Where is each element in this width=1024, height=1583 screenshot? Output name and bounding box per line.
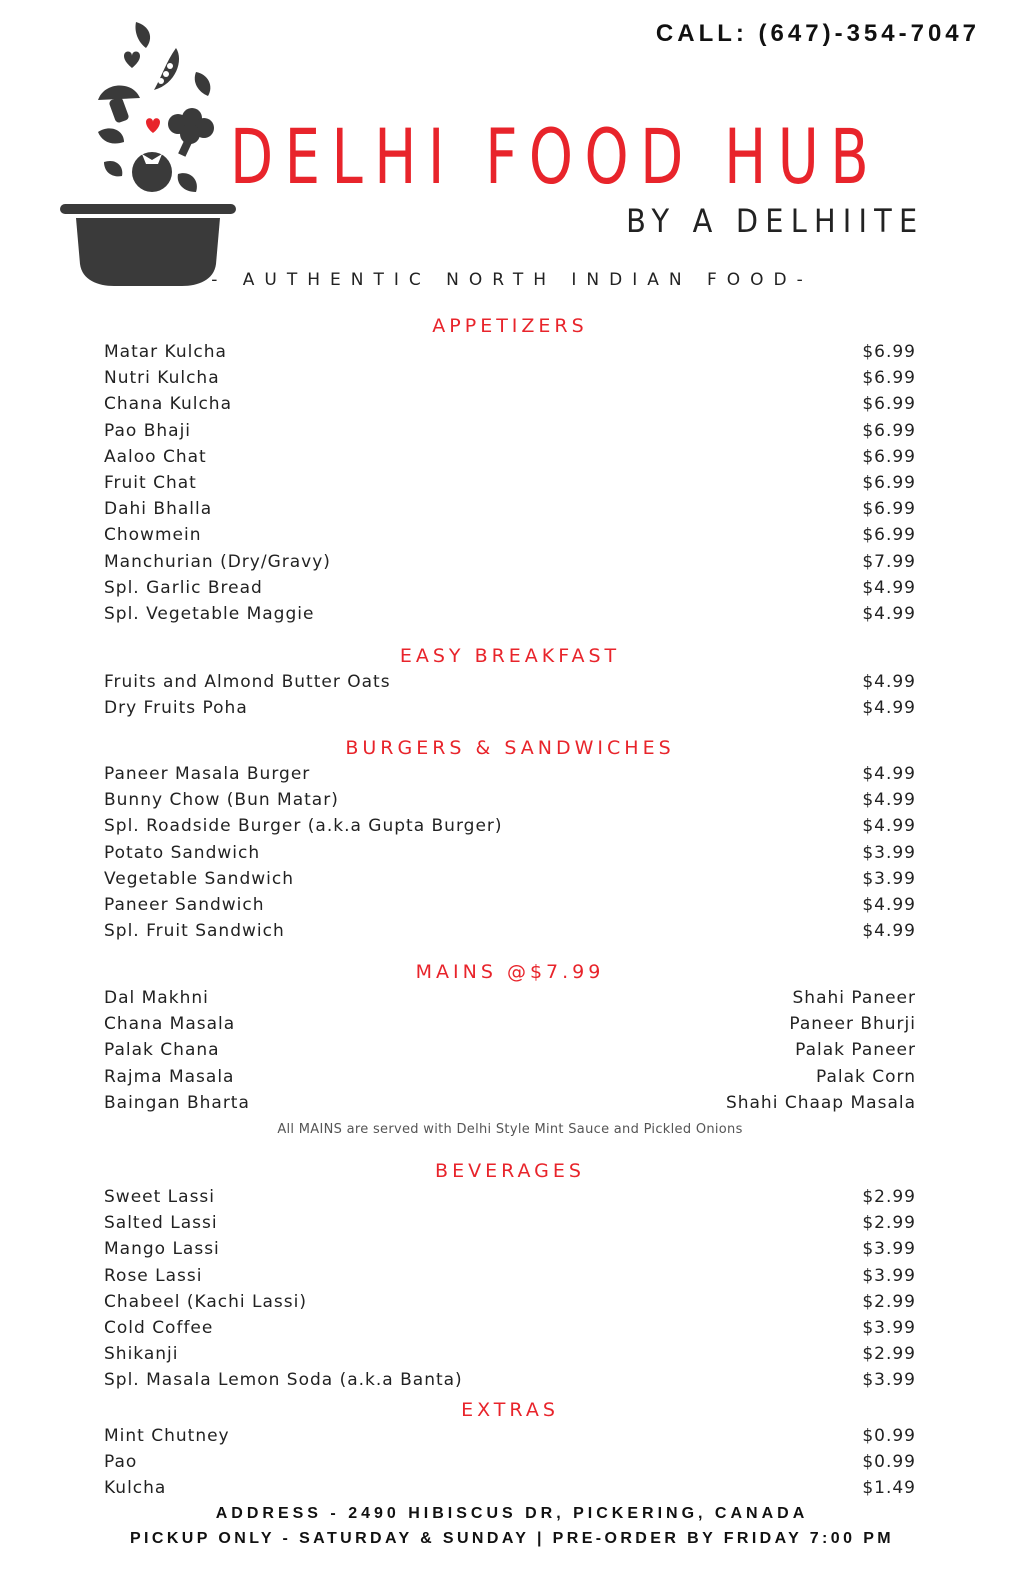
mains-section bbox=[104, 959, 916, 1137]
menu-item bbox=[104, 418, 916, 444]
item-price: $2.99 bbox=[862, 1213, 916, 1234]
item-price: $3.99 bbox=[862, 1265, 916, 1286]
item-name-left: Dal Makhni bbox=[104, 988, 209, 1009]
section-title: EXTRAS bbox=[461, 1399, 559, 1421]
item-name-left: Chana Masala bbox=[104, 1014, 236, 1035]
item-name-right: Shahi Chaap Masala bbox=[725, 1092, 916, 1113]
item-price: $1.49 bbox=[862, 1478, 916, 1499]
item-price: $3.99 bbox=[862, 1239, 916, 1260]
menu-item bbox=[104, 695, 916, 721]
menu-item bbox=[104, 470, 916, 496]
menu-item bbox=[104, 601, 916, 627]
item-name-right: Shahi Paneer bbox=[792, 988, 916, 1009]
section-title: APPETIZERS bbox=[432, 315, 588, 337]
item-name: Manchurian (Dry/Gravy) bbox=[104, 551, 331, 572]
menu-item bbox=[104, 1449, 916, 1475]
tagline: - AUTHENTIC NORTH INDIAN FOOD- bbox=[211, 270, 813, 290]
item-name: Fruit Chat bbox=[104, 473, 197, 494]
item-price: $4.99 bbox=[862, 764, 916, 785]
item-price: $2.99 bbox=[862, 1291, 916, 1312]
item-price: $3.99 bbox=[862, 842, 916, 863]
item-name: Nutri Kulcha bbox=[104, 368, 220, 389]
menu-item bbox=[104, 1184, 916, 1210]
breakfast-section bbox=[104, 643, 916, 721]
item-name: Spl. Vegetable Maggie bbox=[104, 603, 315, 624]
item-price: $4.99 bbox=[862, 816, 916, 837]
menu-item bbox=[104, 391, 916, 417]
item-price: $6.99 bbox=[862, 342, 916, 363]
item-name-right: Palak Corn bbox=[815, 1066, 916, 1087]
item-name: Kulcha bbox=[104, 1478, 167, 1499]
menu-item bbox=[104, 1423, 916, 1449]
menu-item bbox=[104, 1341, 916, 1367]
item-name: Spl. Garlic Bread bbox=[104, 577, 263, 598]
menu-item bbox=[104, 669, 916, 695]
item-name: Chabeel (Kachi Lassi) bbox=[104, 1291, 308, 1312]
item-name: Fruits and Almond Butter Oats bbox=[104, 672, 391, 693]
cooking-pot-logo-icon bbox=[58, 14, 242, 290]
menu-item bbox=[104, 365, 916, 391]
menu-item bbox=[104, 761, 916, 787]
item-name: Dahi Bhalla bbox=[104, 499, 213, 520]
item-name: Pao bbox=[104, 1452, 138, 1473]
menu-item bbox=[104, 549, 916, 575]
appetizers-section bbox=[104, 313, 916, 627]
item-name: Spl. Roadside Burger (a.k.a Gupta Burger) bbox=[104, 816, 503, 837]
item-price: $4.99 bbox=[862, 603, 916, 624]
item-price: $3.99 bbox=[862, 1370, 916, 1391]
item-price: $3.99 bbox=[862, 1318, 916, 1339]
item-price: $7.99 bbox=[862, 551, 916, 572]
section-title: EASY BREAKFAST bbox=[399, 645, 621, 667]
restaurant-byline: BY A DELHIITE bbox=[625, 202, 924, 240]
item-price: $6.99 bbox=[862, 394, 916, 415]
menu-item bbox=[104, 918, 916, 944]
item-name: Chowmein bbox=[104, 525, 202, 546]
item-name: Dry Fruits Poha bbox=[104, 698, 248, 719]
beverages-section bbox=[104, 1158, 916, 1394]
item-name: Cold Coffee bbox=[104, 1318, 214, 1339]
menu-item bbox=[104, 1037, 916, 1063]
item-name: Sweet Lassi bbox=[104, 1187, 216, 1208]
item-name-left: Palak Chana bbox=[104, 1040, 220, 1061]
menu-item bbox=[104, 1090, 916, 1116]
item-price: $4.99 bbox=[862, 895, 916, 916]
item-name: Spl. Masala Lemon Soda (a.k.a Banta) bbox=[104, 1370, 463, 1391]
item-name: Vegetable Sandwich bbox=[104, 868, 295, 889]
item-name-right: Paneer Bhurji bbox=[789, 1014, 916, 1035]
item-name: Potato Sandwich bbox=[104, 842, 261, 863]
item-name: Aaloo Chat bbox=[104, 446, 207, 467]
item-price: $6.99 bbox=[862, 473, 916, 494]
section-title: BURGERS & SANDWICHES bbox=[345, 737, 675, 759]
menu-item bbox=[104, 1064, 916, 1090]
pickup-info: PICKUP ONLY - SATURDAY & SUNDAY | PRE-ORDER BY FRIDAY 7:00 PM bbox=[129, 1530, 895, 1547]
item-price: $0.99 bbox=[862, 1452, 916, 1473]
item-price: $6.99 bbox=[862, 525, 916, 546]
item-name-left: Baingan Bharta bbox=[104, 1092, 250, 1113]
item-price: $6.99 bbox=[862, 368, 916, 389]
item-price: $4.99 bbox=[862, 698, 916, 719]
menu-item bbox=[104, 1236, 916, 1262]
item-name: Mango Lassi bbox=[104, 1239, 220, 1260]
section-title: MAINS @$7.99 bbox=[415, 961, 605, 983]
menu-item bbox=[104, 444, 916, 470]
menu-item bbox=[104, 866, 916, 892]
menu-item bbox=[104, 892, 916, 918]
item-name: Paneer Sandwich bbox=[104, 895, 265, 916]
item-price: $6.99 bbox=[862, 499, 916, 520]
item-name: Pao Bhaji bbox=[104, 420, 192, 441]
item-price: $0.99 bbox=[862, 1426, 916, 1447]
menu-item bbox=[104, 1315, 916, 1341]
item-name: Shikanji bbox=[104, 1344, 179, 1365]
item-price: $2.99 bbox=[862, 1344, 916, 1365]
menu-item bbox=[104, 985, 916, 1011]
menu-item bbox=[104, 339, 916, 365]
section-title: BEVERAGES bbox=[435, 1160, 585, 1182]
extras-section bbox=[104, 1397, 916, 1502]
menu-item bbox=[104, 1475, 916, 1501]
restaurant-name: DELHI FOOD HUB bbox=[230, 112, 881, 201]
item-name: Mint Chutney bbox=[104, 1426, 230, 1447]
menu-item bbox=[104, 1210, 916, 1236]
item-price: $4.99 bbox=[862, 672, 916, 693]
item-name-left: Rajma Masala bbox=[104, 1066, 235, 1087]
item-price: $4.99 bbox=[862, 790, 916, 811]
address-line: ADDRESS - 2490 HIBISCUS DR, PICKERING, CANADA bbox=[215, 1505, 809, 1522]
item-name: Rose Lassi bbox=[104, 1265, 203, 1286]
burgers-section bbox=[104, 735, 916, 944]
menu-item bbox=[104, 1289, 916, 1315]
menu-item bbox=[104, 522, 916, 548]
item-price: $3.99 bbox=[862, 868, 916, 889]
mains-note: All MAINS are served with Delhi Style Mint Sauce and Pickled Onions bbox=[277, 1121, 743, 1137]
item-name: Paneer Masala Burger bbox=[104, 764, 311, 785]
menu-item bbox=[104, 1367, 916, 1393]
item-price: $6.99 bbox=[862, 446, 916, 467]
item-name: Chana Kulcha bbox=[104, 394, 232, 415]
menu-item bbox=[104, 787, 916, 813]
menu-item bbox=[104, 575, 916, 601]
item-name: Spl. Fruit Sandwich bbox=[104, 921, 285, 942]
menu-item bbox=[104, 813, 916, 839]
menu-item bbox=[104, 840, 916, 866]
item-price: $6.99 bbox=[862, 420, 916, 441]
item-name-right: Palak Paneer bbox=[795, 1040, 916, 1061]
menu-item bbox=[104, 496, 916, 522]
menu-item bbox=[104, 1263, 916, 1289]
item-name: Bunny Chow (Bun Matar) bbox=[104, 790, 339, 811]
phone-number: CALL: (647)-354-7047 bbox=[655, 20, 980, 47]
item-name: Salted Lassi bbox=[104, 1213, 218, 1234]
item-price: $4.99 bbox=[862, 921, 916, 942]
menu-item bbox=[104, 1011, 916, 1037]
item-price: $4.99 bbox=[862, 577, 916, 598]
item-price: $2.99 bbox=[862, 1187, 916, 1208]
item-name: Matar Kulcha bbox=[104, 342, 227, 363]
